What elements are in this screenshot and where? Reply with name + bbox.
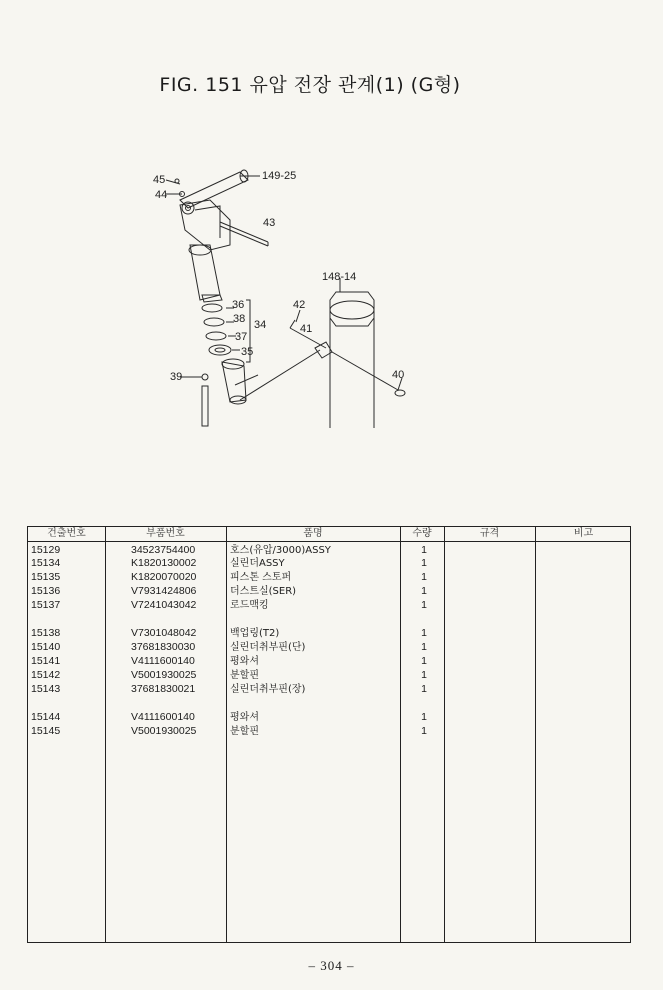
header-remarks: 비고 xyxy=(573,528,594,539)
callout-37: 37 xyxy=(235,331,248,343)
callout-148-14: 148-14 xyxy=(322,271,357,283)
page-number: – 304 – xyxy=(308,958,355,973)
parts-table xyxy=(27,526,631,943)
table-row: 15142 V5001930025 분할핀 1 xyxy=(31,669,427,681)
callout-45: 45 xyxy=(153,174,166,186)
header-qty: 수량 xyxy=(412,528,432,539)
header-part-number: 부품번호 xyxy=(146,528,185,539)
callout-40: 40 xyxy=(392,369,405,381)
callout-36: 36 xyxy=(232,299,245,311)
table-row: 15137 V7241043042 로드맥킹 1 xyxy=(31,599,427,611)
callout-41: 41 xyxy=(300,323,313,335)
table-row: 15144 V4111600140 평와셔 1 xyxy=(31,711,427,723)
callout-44: 44 xyxy=(155,189,168,201)
figure-title: FIG. 151 유압 전장 관계(1) (G형) xyxy=(159,74,461,96)
table-row: 15135 K1820070020 피스톤 스토퍼 1 xyxy=(31,571,427,583)
exploded-parts-diagram xyxy=(140,150,430,440)
table-row: 15136 V7931424806 더스트실(SER) 1 xyxy=(31,585,427,597)
callout-38: 38 xyxy=(233,313,246,325)
table-row: 15143 37681830021 실린더취부핀(장) 1 xyxy=(31,683,427,695)
table-row: 15141 V4111600140 평와셔 1 xyxy=(31,655,427,667)
callout-149-25: 149-25 xyxy=(262,170,297,182)
header-name: 품명 xyxy=(303,528,323,539)
table-row: 15134 K1820130002 실린더ASSY 1 xyxy=(31,557,427,569)
callout-42: 42 xyxy=(293,299,306,311)
table-row: 15129 34523754400 호스(유압/3000)ASSY 1 xyxy=(31,544,427,556)
header-code: 건출번호 xyxy=(47,528,86,539)
header-spec: 규격 xyxy=(479,528,500,539)
table-row: 15138 V7301048042 백업링(T2) 1 xyxy=(31,627,427,639)
table-row: 15145 V5001930025 분할핀 1 xyxy=(31,725,427,737)
callout-35: 35 xyxy=(241,346,254,358)
table-row: 15140 37681830030 실린더취부핀(단) 1 xyxy=(31,641,427,653)
callout-39: 39 xyxy=(170,371,183,383)
callout-43: 43 xyxy=(263,217,276,229)
callout-34: 34 xyxy=(254,319,267,331)
